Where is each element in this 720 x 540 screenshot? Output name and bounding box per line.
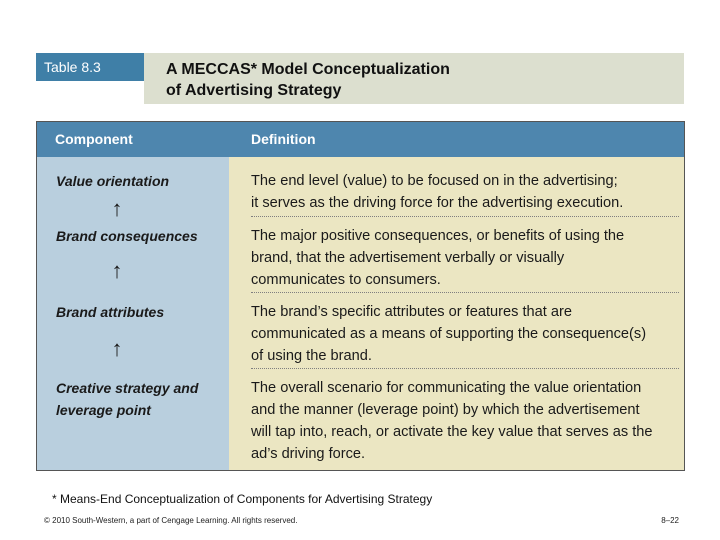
definition-line: will tap into, reach, or activate the key value that serves as the <box>251 424 653 440</box>
page-number: 8–22 <box>661 516 679 525</box>
header-component: Component <box>55 131 133 147</box>
definition-line: brand, that the advertisement verbally or visually <box>251 250 565 266</box>
definition-line: The end level (value) to be focused on in the advertising; <box>251 173 618 189</box>
definition-line: The major positive consequences, or benefits of using the <box>251 228 625 244</box>
row-divider <box>251 368 679 369</box>
up-arrow-icon: ↑ <box>111 258 123 283</box>
up-arrow-icon: ↑ <box>111 336 123 361</box>
component-brand-attributes <box>56 301 226 323</box>
definition-brand-attributes <box>251 301 671 367</box>
title-line-2: of Advertising Strategy <box>166 82 342 99</box>
footnote: * Means-End Conceptualization of Components for Advertising Strategy <box>52 492 433 506</box>
definition-line: ad’s driving force. <box>251 446 366 462</box>
definition-line: communicates to consumers. <box>251 272 441 288</box>
component-brand-consequences <box>56 225 226 247</box>
definition-line: The brand’s specific attributes or features that are <box>251 304 572 320</box>
definition-value-orientation <box>251 170 671 214</box>
up-arrow-icon: ↑ <box>111 196 123 221</box>
component-label: Creative strategy and <box>56 380 199 396</box>
row-divider <box>251 216 679 217</box>
definition-line: The overall scenario for communicating the value orientation <box>251 380 642 396</box>
definition-line: of using the brand. <box>251 348 372 364</box>
table-header <box>37 122 684 157</box>
title-line-1: A MECCAS* Model Conceptualization <box>166 61 450 78</box>
component-label: Brand consequences <box>56 228 198 244</box>
definition-creative-strategy <box>251 377 671 465</box>
component-creative-strategy <box>56 377 226 421</box>
definition-brand-consequences <box>251 225 671 291</box>
component-value-orientation <box>56 170 226 192</box>
row-divider <box>251 292 679 293</box>
header-definition: Definition <box>251 131 316 147</box>
definition-line: and the manner (leverage point) by which the advertisement <box>251 402 640 418</box>
component-label: Value orientation <box>56 173 170 189</box>
component-label: Brand attributes <box>56 304 165 320</box>
definition-line: communicated as a means of supporting the consequence(s) <box>251 326 647 342</box>
table-label: Table 8.3 <box>36 53 146 81</box>
definition-line: it serves as the driving force for the advertising execution. <box>251 195 624 211</box>
slide-title <box>144 53 684 104</box>
component-label: leverage point <box>56 402 151 418</box>
meccas-table <box>36 121 685 471</box>
copyright: © 2010 South-Western, a part of Cengage Learning. All rights reserved. <box>44 516 298 525</box>
